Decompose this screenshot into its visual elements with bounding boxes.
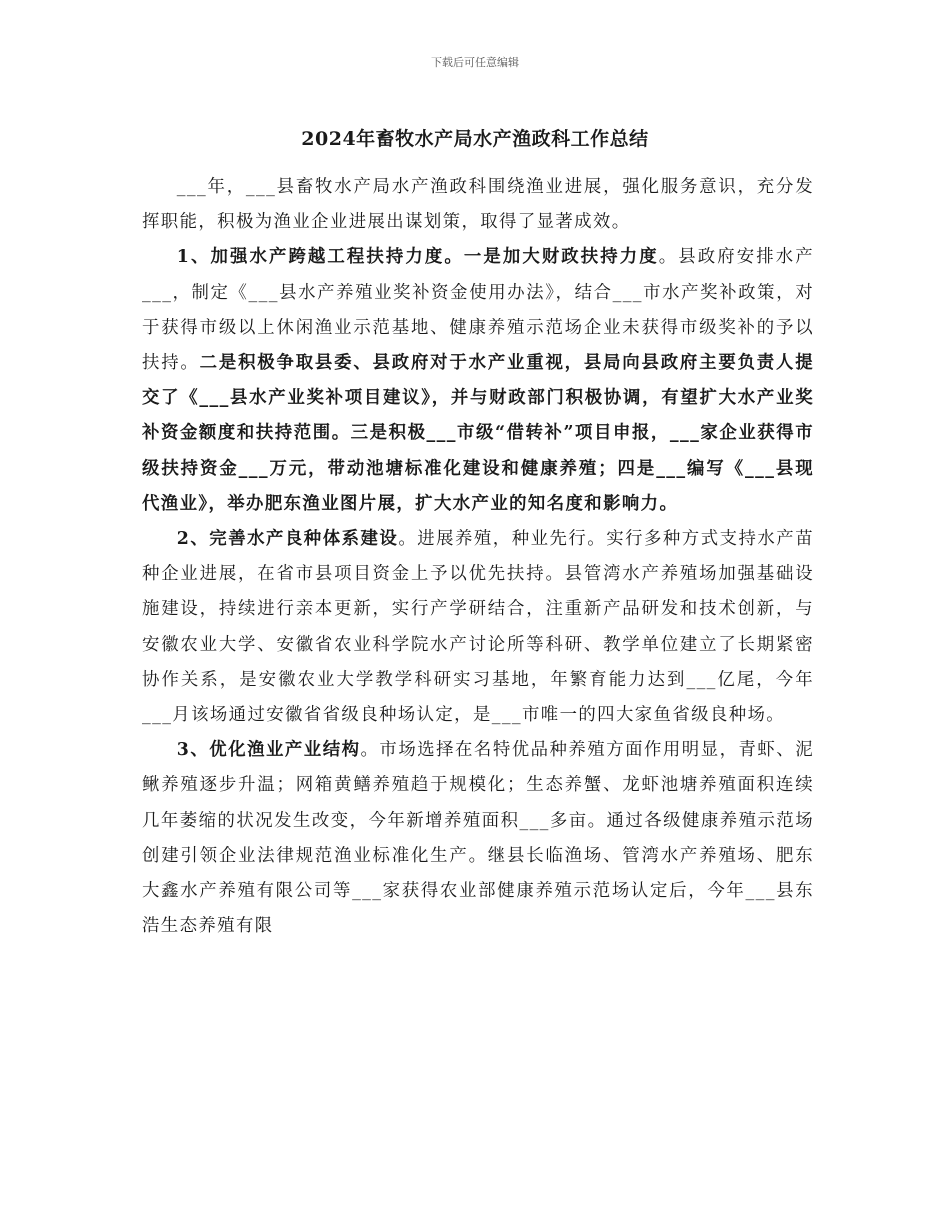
section-2-paragraph xyxy=(142,522,814,733)
intro-paragraph: ___年，___县畜牧水产局水产渔政科围绕渔业进展，强化服务意识，充分发挥职能，积极为渔业企业进展出谋划策，取得了显著成效。 xyxy=(142,177,814,233)
section-1-paragraph xyxy=(142,240,814,522)
section-2-heading: 2、完善水产良种体系建设 xyxy=(176,529,399,550)
section-1-bold2: 二是积极争取县委、县政府对于水产业重视，县局向县政府主要负责人提交了《___县水产业奖补项目建议》，并与财政部门积极协调，有望扩大水产业奖补资金额度和扶持范围。三是积极___市级“借转补”项目申报，___家企业获得市级扶持资金___万元，带动池塘标准化建设和健康养殖；四是___编写《___县现代渔业》，举办肥东渔业图片展，扩大水产业的知名度和影响力。 xyxy=(142,353,814,514)
document-title: 2024年畜牧水产局水产渔政科工作总结 xyxy=(301,128,649,150)
section-1-text1: 。县政府安排水产___，制定《___县水产养殖业奖补资金使用办法》，结合___市水产奖补政策，对于获得市级以上休闲渔业示范基地、健康养殖示范场企业未获得市级奖补的予以扶持。 xyxy=(142,247,814,374)
section-1-sub1: 一是加大财政扶持力度 xyxy=(463,247,659,268)
header-note: 下载后可任意编辑 xyxy=(431,56,519,69)
section-1-heading: 1、加强水产跨越工程扶持力度。 xyxy=(176,247,464,268)
section-3-heading: 3、优化渔业产业结构 xyxy=(176,740,361,761)
section-3-paragraph xyxy=(142,733,814,944)
section-3-text: 。市场选择在名特优品种养殖方面作用明显，青虾、泥鳅养殖逐步升温；网箱黄鳝养殖趋于规模化；生态养蟹、龙虾池塘养殖面积连续几年萎缩的状况发生改变，今年新增养殖面积___多亩。通过各级健康养殖示范场创建引领企业法律规范渔业标准化生产。继县长临渔场、管湾水产养殖场、肥东大鑫水产养殖有限公司等___家获得农业部健康养殖示范场认定后，今年___县东浩生态养殖有限 xyxy=(142,740,815,937)
section-2-text: 。进展养殖，种业先行。实行多种方式支持水产苗种企业进展，在省市县项目资金上予以优先扶持。县管湾水产养殖场加强基础设施建设，持续进行亲本更新，实行产学研结合，注重新产品研发和技术创新，与安徽农业大学、安徽省农业科学院水产讨论所等科研、教学单位建立了长期紧密协作关系，是安徽农业大学教学科研实习基地，年繁育能力达到___亿尾，今年___月该场通过安徽省省级良种场认定，是___市唯一的四大家鱼省级良种场。 xyxy=(142,529,814,726)
document-body xyxy=(142,170,814,944)
